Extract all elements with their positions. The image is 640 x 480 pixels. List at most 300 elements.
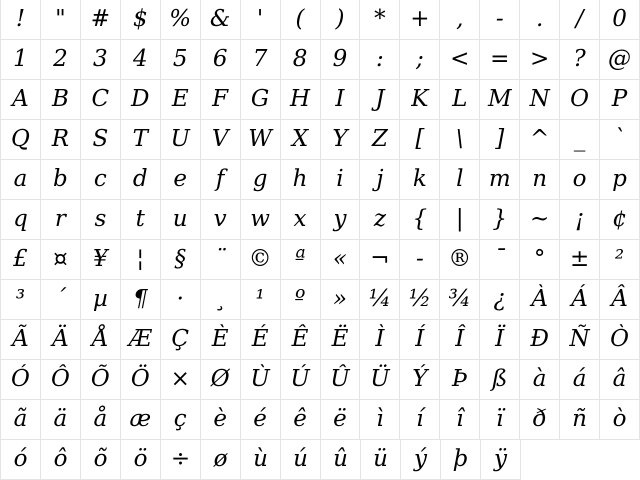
- char-cell[interactable]: [121, 120, 161, 160]
- char-glyph: *: [374, 5, 386, 32]
- char-cell[interactable]: [480, 160, 520, 200]
- char-cell[interactable]: [600, 280, 640, 320]
- char-cell[interactable]: [241, 360, 281, 400]
- char-cell[interactable]: [440, 320, 480, 360]
- char-cell[interactable]: [281, 40, 321, 80]
- char-cell[interactable]: [201, 160, 241, 200]
- char-cell[interactable]: [520, 120, 560, 160]
- char-cell[interactable]: [41, 400, 81, 440]
- char-cell[interactable]: [361, 440, 401, 480]
- char-glyph: ,: [456, 5, 464, 32]
- char-cell[interactable]: [281, 120, 321, 160]
- char-glyph: d: [132, 165, 148, 192]
- char-cell[interactable]: [321, 0, 361, 40]
- char-glyph: ³: [15, 285, 26, 312]
- char-cell[interactable]: [560, 0, 600, 40]
- char-glyph: y: [333, 205, 347, 232]
- char-glyph: Ö: [130, 365, 150, 392]
- char-glyph: Æ: [128, 325, 152, 352]
- char-glyph: Í: [415, 325, 425, 352]
- char-glyph: Â: [611, 285, 628, 312]
- char-glyph: D: [131, 85, 150, 112]
- char-cell[interactable]: [281, 400, 321, 440]
- char-cell[interactable]: [121, 80, 161, 120]
- char-cell[interactable]: [241, 160, 281, 200]
- char-glyph: :: [376, 45, 384, 72]
- char-glyph: ¶: [132, 285, 148, 312]
- char-glyph: Ú: [290, 365, 310, 392]
- char-cell[interactable]: [440, 200, 480, 240]
- char-cell[interactable]: [560, 320, 600, 360]
- char-row: [1, 440, 640, 480]
- char-cell[interactable]: [281, 320, 321, 360]
- char-cell[interactable]: [201, 120, 241, 160]
- char-cell[interactable]: [121, 240, 161, 280]
- char-glyph: V: [211, 125, 229, 152]
- char-glyph: £: [13, 245, 28, 272]
- char-cell[interactable]: [400, 240, 440, 280]
- char-glyph: ¯: [493, 245, 506, 272]
- char-glyph: Z: [371, 125, 388, 152]
- char-cell[interactable]: [81, 200, 121, 240]
- char-cell[interactable]: [41, 120, 81, 160]
- char-glyph: ÷: [170, 445, 191, 472]
- char-glyph: Ê: [291, 325, 309, 352]
- char-glyph: 7: [252, 45, 268, 72]
- char-cell[interactable]: [480, 400, 520, 440]
- char-cell[interactable]: [321, 320, 361, 360]
- char-cell[interactable]: [281, 280, 321, 320]
- char-cell[interactable]: [281, 80, 321, 120]
- char-cell[interactable]: [480, 40, 520, 80]
- char-cell[interactable]: [321, 440, 361, 480]
- char-glyph: ê: [293, 405, 307, 432]
- char-cell[interactable]: [440, 360, 480, 400]
- char-glyph: Þ: [452, 365, 468, 392]
- char-cell[interactable]: [400, 400, 440, 440]
- char-cell[interactable]: [600, 400, 640, 440]
- char-glyph: °: [533, 245, 546, 272]
- char-cell[interactable]: [321, 120, 361, 160]
- char-cell[interactable]: [241, 280, 281, 320]
- char-glyph: Å: [92, 325, 109, 352]
- char-glyph: K: [411, 85, 429, 112]
- char-glyph: ': [256, 5, 264, 32]
- char-cell[interactable]: [121, 440, 161, 480]
- char-cell[interactable]: [520, 0, 560, 40]
- char-cell[interactable]: [121, 320, 161, 360]
- char-glyph: ²: [614, 245, 625, 272]
- char-glyph: ¿: [493, 285, 506, 312]
- char-glyph: 5: [172, 45, 188, 72]
- char-cell[interactable]: [241, 40, 281, 80]
- char-glyph: ï: [496, 405, 504, 432]
- char-cell[interactable]: [161, 80, 201, 120]
- char-cell[interactable]: [360, 80, 400, 120]
- char-cell[interactable]: [41, 320, 81, 360]
- char-cell[interactable]: [321, 80, 361, 120]
- char-glyph: o: [572, 165, 587, 192]
- char-cell[interactable]: [241, 320, 281, 360]
- char-cell[interactable]: [81, 40, 121, 80]
- char-cell[interactable]: [441, 440, 481, 480]
- char-glyph: c: [93, 165, 107, 192]
- char-cell[interactable]: [241, 120, 281, 160]
- char-cell[interactable]: [1, 280, 41, 320]
- char-glyph: ®: [448, 245, 472, 272]
- char-cell[interactable]: [520, 360, 560, 400]
- char-glyph: >: [530, 45, 550, 72]
- char-cell[interactable]: [560, 80, 600, 120]
- char-glyph: ì: [376, 405, 384, 432]
- char-row: [1, 80, 640, 120]
- char-cell[interactable]: [440, 80, 480, 120]
- char-cell[interactable]: [241, 80, 281, 120]
- char-cell[interactable]: [41, 0, 81, 40]
- char-cell[interactable]: [41, 440, 81, 480]
- char-row: [1, 240, 640, 280]
- char-glyph: ü: [373, 445, 388, 472]
- char-glyph: æ: [129, 405, 152, 432]
- char-glyph: i: [336, 165, 344, 192]
- char-cell[interactable]: [1, 120, 41, 160]
- char-cell[interactable]: [480, 240, 520, 280]
- char-cell[interactable]: [201, 280, 241, 320]
- char-cell[interactable]: [161, 160, 201, 200]
- char-glyph: ¬: [370, 245, 390, 272]
- char-cell[interactable]: [81, 240, 121, 280]
- char-cell[interactable]: [81, 440, 121, 480]
- char-cell[interactable]: [281, 240, 321, 280]
- char-cell[interactable]: [440, 120, 480, 160]
- char-glyph: Ø: [210, 365, 230, 392]
- char-glyph: 0: [612, 5, 627, 32]
- char-cell[interactable]: [360, 0, 400, 40]
- char-glyph: ©: [248, 245, 272, 272]
- char-glyph: Ã: [12, 325, 29, 352]
- char-row: [1, 40, 640, 80]
- char-cell[interactable]: [520, 320, 560, 360]
- char-glyph: ¾: [448, 285, 471, 312]
- char-glyph: \: [455, 125, 464, 152]
- char-glyph: ¢: [612, 205, 627, 232]
- char-cell[interactable]: [161, 0, 201, 40]
- char-cell[interactable]: [161, 320, 201, 360]
- char-cell[interactable]: [480, 360, 520, 400]
- char-cell[interactable]: [201, 360, 241, 400]
- char-glyph: â: [612, 365, 627, 392]
- char-cell[interactable]: [360, 120, 400, 160]
- char-cell[interactable]: [560, 120, 600, 160]
- char-cell[interactable]: [321, 40, 361, 80]
- char-cell[interactable]: [81, 80, 121, 120]
- char-glyph: +: [410, 5, 430, 32]
- char-cell[interactable]: [600, 200, 640, 240]
- char-cell[interactable]: [81, 120, 121, 160]
- char-glyph: F: [212, 85, 229, 112]
- char-cell[interactable]: [440, 0, 480, 40]
- char-cell[interactable]: [201, 40, 241, 80]
- char-glyph: à: [532, 365, 547, 392]
- char-glyph: l: [456, 165, 464, 192]
- char-cell[interactable]: [41, 240, 81, 280]
- char-glyph: |: [455, 205, 464, 232]
- char-cell[interactable]: [1, 160, 41, 200]
- char-cell[interactable]: [321, 360, 361, 400]
- char-cell[interactable]: [201, 200, 241, 240]
- char-cell[interactable]: [560, 200, 600, 240]
- char-cell[interactable]: [600, 360, 640, 400]
- char-glyph: ·: [176, 285, 184, 312]
- char-cell[interactable]: [520, 280, 560, 320]
- char-glyph: Ù: [250, 365, 270, 392]
- char-cell[interactable]: [241, 400, 281, 440]
- char-cell[interactable]: [520, 200, 560, 240]
- char-glyph: ~: [530, 205, 550, 232]
- char-cell[interactable]: [1, 40, 41, 80]
- char-cell[interactable]: [321, 280, 361, 320]
- char-cell[interactable]: [201, 0, 241, 40]
- char-cell[interactable]: [121, 200, 161, 240]
- char-cell[interactable]: [520, 240, 560, 280]
- char-cell[interactable]: [121, 160, 161, 200]
- char-cell[interactable]: [440, 240, 480, 280]
- char-cell[interactable]: [520, 400, 560, 440]
- char-glyph: $: [132, 5, 148, 32]
- char-glyph: ¡: [574, 205, 585, 232]
- char-cell[interactable]: [1, 200, 41, 240]
- char-glyph: g: [252, 165, 268, 192]
- char-glyph: ´: [54, 285, 67, 312]
- char-glyph: @: [608, 45, 632, 72]
- char-cell[interactable]: [560, 400, 600, 440]
- char-cell[interactable]: [41, 200, 81, 240]
- char-cell[interactable]: [400, 200, 440, 240]
- char-cell[interactable]: [1, 80, 41, 120]
- char-cell[interactable]: [400, 360, 440, 400]
- char-cell[interactable]: [360, 360, 400, 400]
- char-cell[interactable]: [121, 280, 161, 320]
- char-cell[interactable]: [400, 80, 440, 120]
- char-cell[interactable]: [1, 0, 41, 40]
- char-glyph: b: [53, 165, 68, 192]
- char-glyph: /: [575, 5, 584, 32]
- char-cell[interactable]: [400, 120, 440, 160]
- char-glyph: 4: [132, 45, 148, 72]
- char-glyph: «: [332, 245, 347, 272]
- char-cell[interactable]: [241, 0, 281, 40]
- char-glyph: º: [294, 285, 306, 312]
- char-cell[interactable]: [400, 280, 440, 320]
- char-cell[interactable]: [360, 40, 400, 80]
- char-cell[interactable]: [241, 440, 281, 480]
- char-glyph: }: [492, 205, 508, 232]
- char-glyph: µ: [92, 285, 108, 312]
- char-glyph: k: [412, 165, 427, 192]
- char-cell[interactable]: [121, 360, 161, 400]
- char-cell[interactable]: [161, 40, 201, 80]
- char-cell[interactable]: [161, 400, 201, 440]
- char-cell[interactable]: [281, 360, 321, 400]
- char-cell[interactable]: [1, 360, 41, 400]
- char-cell[interactable]: [1, 440, 41, 480]
- char-cell[interactable]: [81, 280, 121, 320]
- char-cell[interactable]: [600, 40, 640, 80]
- char-cell[interactable]: [560, 280, 600, 320]
- char-glyph: ±: [569, 245, 590, 272]
- char-cell[interactable]: [81, 0, 121, 40]
- char-cell[interactable]: [520, 80, 560, 120]
- char-glyph: ¦: [136, 245, 145, 272]
- char-cell[interactable]: [481, 440, 521, 480]
- char-glyph: î: [456, 405, 464, 432]
- char-cell[interactable]: [41, 80, 81, 120]
- char-glyph: a: [13, 165, 28, 192]
- char-cell[interactable]: [161, 120, 201, 160]
- char-cell[interactable]: [121, 0, 161, 40]
- char-cell[interactable]: [440, 400, 480, 440]
- char-cell[interactable]: [41, 360, 81, 400]
- char-cell[interactable]: [480, 280, 520, 320]
- char-glyph: þ: [453, 445, 468, 472]
- char-glyph: å: [93, 405, 108, 432]
- char-glyph: R: [51, 125, 70, 152]
- char-cell[interactable]: [560, 240, 600, 280]
- char-cell[interactable]: [360, 320, 400, 360]
- char-cell[interactable]: [400, 40, 440, 80]
- char-glyph: Ä: [52, 325, 69, 352]
- char-cell[interactable]: [201, 80, 241, 120]
- char-cell[interactable]: [560, 40, 600, 80]
- char-cell[interactable]: [480, 80, 520, 120]
- char-cell[interactable]: [41, 160, 81, 200]
- char-cell[interactable]: [281, 160, 321, 200]
- char-glyph: E: [171, 85, 189, 112]
- char-cell[interactable]: [81, 400, 121, 440]
- char-glyph: Ô: [50, 365, 70, 392]
- char-glyph: ½: [408, 285, 431, 312]
- char-cell[interactable]: [161, 360, 201, 400]
- char-cell[interactable]: [161, 440, 201, 480]
- char-row: [1, 200, 640, 240]
- char-cell[interactable]: [161, 240, 201, 280]
- char-row: [1, 280, 640, 320]
- char-cell[interactable]: [600, 320, 640, 360]
- char-glyph: ç: [173, 405, 187, 432]
- char-glyph: Ì: [375, 325, 385, 352]
- char-cell[interactable]: [81, 160, 121, 200]
- char-cell[interactable]: [241, 240, 281, 280]
- char-glyph: ): [335, 5, 345, 32]
- char-cell[interactable]: [600, 240, 640, 280]
- char-cell[interactable]: [121, 40, 161, 80]
- char-cell[interactable]: [360, 160, 400, 200]
- char-glyph: j: [376, 165, 384, 192]
- char-cell[interactable]: [400, 160, 440, 200]
- char-cell[interactable]: [400, 0, 440, 40]
- char-cell[interactable]: [480, 120, 520, 160]
- char-cell[interactable]: [360, 400, 400, 440]
- char-cell[interactable]: [321, 400, 361, 440]
- char-glyph: v: [213, 205, 227, 232]
- char-glyph: ×: [170, 365, 190, 392]
- char-glyph: %: [169, 5, 192, 32]
- char-glyph: Á: [571, 285, 588, 312]
- char-cell[interactable]: [201, 400, 241, 440]
- char-glyph: ä: [53, 405, 68, 432]
- char-cell[interactable]: [201, 440, 241, 480]
- char-cell[interactable]: [600, 120, 640, 160]
- char-cell[interactable]: [321, 200, 361, 240]
- char-cell[interactable]: [1, 240, 41, 280]
- char-row: [1, 120, 640, 160]
- char-glyph: Õ: [90, 365, 110, 392]
- char-cell[interactable]: [201, 320, 241, 360]
- char-cell[interactable]: [560, 360, 600, 400]
- char-glyph: Ð: [530, 325, 549, 352]
- char-cell[interactable]: [480, 0, 520, 40]
- char-cell[interactable]: [440, 40, 480, 80]
- char-cell[interactable]: [281, 200, 321, 240]
- char-row: [1, 320, 640, 360]
- char-cell[interactable]: [480, 200, 520, 240]
- char-cell[interactable]: [520, 40, 560, 80]
- char-cell[interactable]: [401, 440, 441, 480]
- char-cell[interactable]: [161, 200, 201, 240]
- char-cell[interactable]: [360, 280, 400, 320]
- char-cell[interactable]: [81, 360, 121, 400]
- char-glyph: É: [251, 325, 269, 352]
- char-cell[interactable]: [560, 160, 600, 200]
- char-glyph: L: [452, 85, 468, 112]
- char-cell[interactable]: [41, 280, 81, 320]
- char-cell[interactable]: [480, 320, 520, 360]
- char-cell[interactable]: [281, 440, 321, 480]
- char-glyph: 9: [332, 45, 348, 72]
- char-row: [1, 0, 640, 40]
- char-cell[interactable]: [161, 280, 201, 320]
- char-cell[interactable]: [1, 400, 41, 440]
- char-glyph: ã: [13, 405, 28, 432]
- char-glyph: #: [90, 5, 110, 32]
- char-glyph: Ò: [610, 325, 629, 352]
- char-glyph: H: [290, 85, 311, 112]
- char-cell[interactable]: [440, 280, 480, 320]
- char-cell[interactable]: [520, 160, 560, 200]
- char-glyph: û: [333, 445, 348, 472]
- char-cell[interactable]: [360, 240, 400, 280]
- char-glyph: ": [55, 5, 66, 32]
- char-cell[interactable]: [121, 400, 161, 440]
- char-cell[interactable]: [440, 160, 480, 200]
- char-glyph: ô: [53, 445, 68, 472]
- char-glyph: G: [250, 85, 270, 112]
- char-cell[interactable]: [400, 320, 440, 360]
- char-cell[interactable]: [600, 0, 640, 40]
- char-cell[interactable]: [281, 0, 321, 40]
- char-cell[interactable]: [41, 40, 81, 80]
- char-cell[interactable]: [600, 160, 640, 200]
- char-cell[interactable]: [600, 80, 640, 120]
- char-cell[interactable]: [360, 200, 400, 240]
- char-cell[interactable]: [321, 160, 361, 200]
- char-cell[interactable]: [201, 240, 241, 280]
- char-glyph: õ: [93, 445, 108, 472]
- char-cell[interactable]: [81, 320, 121, 360]
- char-cell[interactable]: [1, 320, 41, 360]
- char-cell[interactable]: [241, 200, 281, 240]
- char-cell[interactable]: [321, 240, 361, 280]
